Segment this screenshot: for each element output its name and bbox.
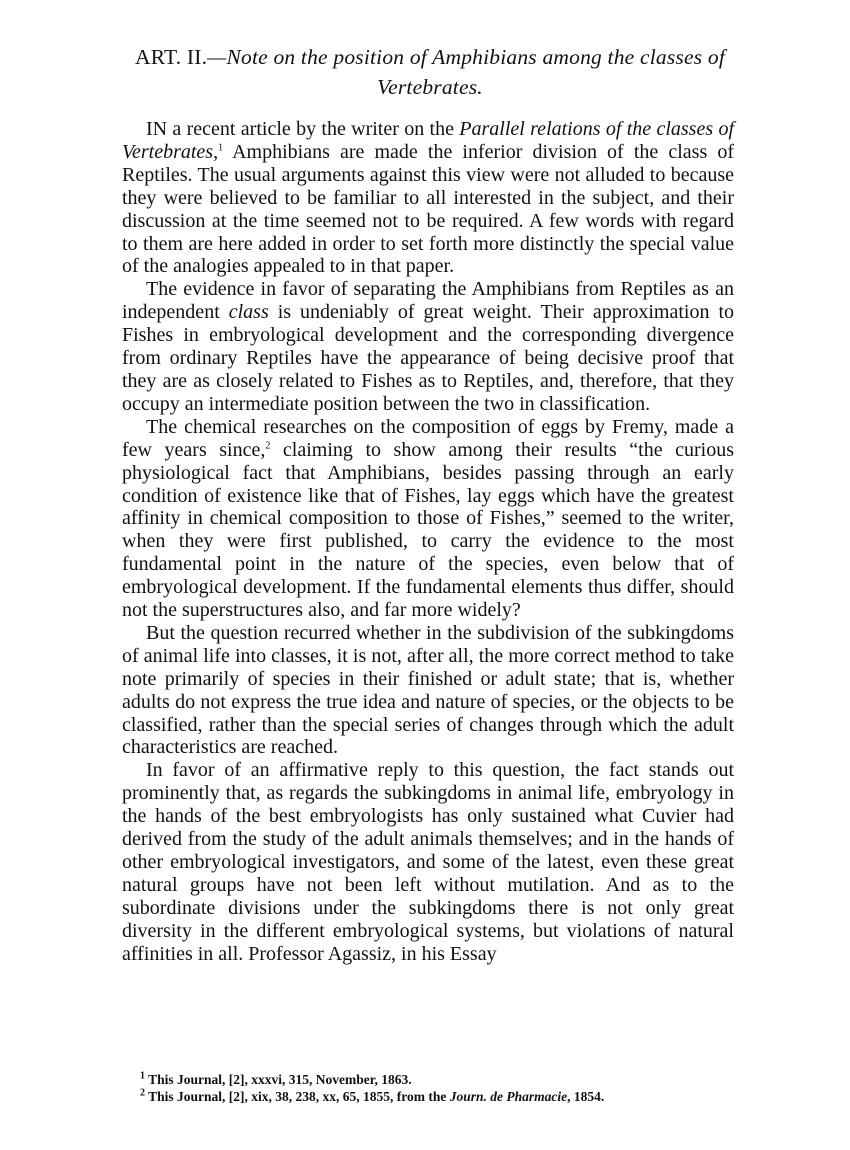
footnote-reference: 1 [218,142,224,154]
footnote-reference: 2 [265,440,271,452]
paragraph-text: The evidence in favor of separating the Amphibians from Reptiles as an independent [122,278,734,324]
paragraph-text: Amphibians are made the inferior division of the class of Reptiles. The usual arguments against this view were not alluded to because they were believed to be familiar to all interested in the subject, and their discussion at the time seemed not to be required. A few words with regard to them are here added in order to set forth more distinctly the special value of the analogies appealed to in that paper. [122,140,734,278]
paragraph-text: In favor of an affirmative reply to this question, the fact stands out prominently that, as regards the subkingdoms in animal life, embryology in the hands of the best embryologists has only sustained what Cuvier had derived from the study of the adult animals themselves; and in the hands of other embryological investigators, and some of the latest, even these great natural groups have not been left without mutilation. And as to the subordinate divisions under the subkingdoms there is not only great diversity in the different embryological systems, but violations of natural affinities in all. Professor Agassiz, in his Essay [122,759,734,965]
article-title-text: —Note on the position of Amphibians among the classes of Vertebrates. [207,45,725,99]
footnote-text: , 1854. [567,1089,605,1104]
paragraph-lead-word: IN [146,118,168,140]
paragraph-2 [122,278,734,415]
article-body [122,118,734,966]
footnote-mark: 2 [140,1087,145,1099]
paragraph-text: The chemical researches on the composition of eggs by Fremy, made a few years since, [122,415,734,461]
article-title [100,42,760,102]
paragraph-text: But the question recurred whether in the subdivision of the subkingdoms of animal life into classes, it is not, after all, the more correct method to take note primarily of species in their finished or adult state; that is, whether adults do not express the true idea and nature of species, or the objects to be classified, rather than the special series of changes through which the adult characteristics are reached. [122,621,734,759]
paragraph-italic-text: class [228,301,269,324]
paragraph-4 [122,622,734,759]
paragraph-italic-text: Parallel relations of the classes of Vertebrates, [122,118,734,163]
footnote-italic-text: Journ. de Pharmacie [449,1089,568,1104]
paragraph-3 [122,416,734,622]
footnote-1 [140,1071,740,1089]
footnote-mark: 1 [140,1070,145,1082]
footnote-text: This Journal, [2], xxxvi, 315, November, 1863. [145,1072,412,1087]
paragraph-text: claiming to show among their results “the curious physiological fact that Amphibians, besides passing through an early condition of existence like that of Fishes, lay eggs which have the greatest affinity in chemical composition to those of Fishes,” seemed to the writer, when they were first published, to carry the evidence to the most fundamental point in the nature of the species, even below that of embryological development. If the fundamental elements thus differ, should not the superstructures also, and far more widely? [122,438,734,622]
article-label: ART. II. [134,45,208,69]
paragraph-text: is undeniably of great weight. Their approximation to Fishes in embryological development and the corresponding divergence from ordinary Reptiles have the appearance of being decisive proof that they are as closely related to Fishes as to Reptiles, and, therefore, that they occupy an intermediate position between the two in classification. [122,301,734,415]
paragraph-1 [122,118,734,278]
paragraph-5 [122,759,734,965]
paragraph-text: a recent article by the writer on the [167,118,460,140]
footnote-text: This Journal, [2], xix, 38, 238, xx, 65, 1855, from the [145,1089,450,1104]
footnote-2 [140,1088,740,1106]
